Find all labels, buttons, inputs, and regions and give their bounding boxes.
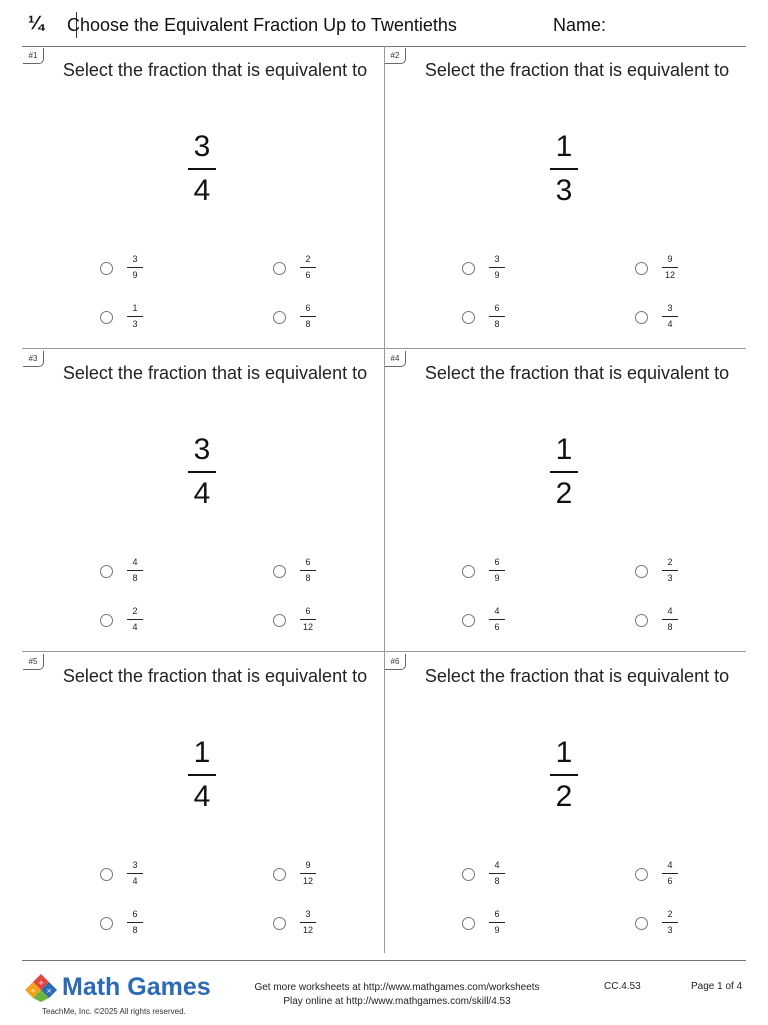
option-fraction [299,606,317,633]
fraction-denominator: 4 [193,173,211,207]
question-2 [384,46,746,348]
option-denominator: 6 [667,876,673,886]
radio-button[interactable] [635,262,648,275]
fraction-numerator: 1 [555,736,573,769]
option-fraction [126,254,144,281]
question-prompt: Select the fraction that is equivalent to [62,666,368,686]
fraction-denominator: 2 [555,476,573,510]
option-numerator: 4 [667,606,673,616]
radio-button[interactable] [100,311,113,324]
radio-button[interactable] [635,917,648,930]
option-fraction-bar [127,922,143,923]
option-denominator: 3 [667,925,673,935]
brand-wordmark [62,973,211,1002]
question-number: #4 [385,351,406,367]
option-numerator: 2 [305,254,311,264]
target-fraction [550,734,578,816]
fraction-bar [550,471,578,473]
option-numerator: 6 [494,303,500,313]
question-prompt: Select the fraction that is equivalent to [424,363,730,383]
option-fraction-bar [300,570,316,571]
question-number: #6 [385,654,406,670]
fraction-numerator: 3 [193,433,211,466]
grade-badge: ¼ [28,13,44,34]
option-fraction-bar [300,922,316,923]
option-fraction [488,606,506,633]
option-denominator: 6 [494,622,500,632]
question-6 [384,652,746,954]
option-denominator: 4 [667,319,673,329]
question-5 [22,652,384,954]
option-fraction-bar [127,267,143,268]
option-numerator: 2 [132,606,138,616]
radio-button[interactable] [273,311,286,324]
option-fraction-bar [489,922,505,923]
option-fraction [488,303,506,330]
brand-games: Games [127,973,211,1001]
option-denominator: 3 [132,319,138,329]
option-fraction-bar [489,873,505,874]
option-fraction [299,909,317,936]
fraction-bar [188,471,216,473]
radio-button[interactable] [273,868,286,881]
option-numerator: 3 [494,254,500,264]
option-denominator: 12 [664,270,675,280]
option-fraction [661,254,679,281]
page-number: Page 1 of 4 [691,981,743,992]
radio-button[interactable] [100,917,113,930]
option-fraction [126,606,144,633]
option-numerator: 6 [305,606,311,616]
fraction-bar [188,774,216,776]
name-label: Name: [553,15,607,35]
option-denominator: 8 [305,319,311,329]
fraction-denominator: 3 [555,173,573,207]
radio-button[interactable] [273,614,286,627]
fraction-denominator: 4 [193,476,211,510]
fraction-bar [188,168,216,170]
option-numerator: 3 [132,254,138,264]
option-numerator: 9 [305,860,311,870]
option-fraction [661,909,679,936]
copyright: TeachMe, Inc. ©2025 All rights reserved. [42,1007,186,1016]
option-denominator: 8 [494,319,500,329]
option-fraction [661,303,679,330]
radio-button[interactable] [635,311,648,324]
question-number: #1 [23,48,44,64]
option-fraction-bar [489,267,505,268]
option-fraction-bar [662,570,678,571]
option-fraction-bar [489,316,505,317]
option-fraction-bar [662,619,678,620]
target-fraction [188,128,216,210]
radio-button[interactable] [462,868,475,881]
target-fraction [550,431,578,513]
option-fraction-bar [300,316,316,317]
svg-text:×: × [46,987,52,995]
brand-math: Math [62,973,121,1001]
option-fraction [661,606,679,633]
option-denominator: 3 [667,573,673,583]
fraction-numerator: 1 [193,736,211,769]
target-fraction [550,128,578,210]
question-prompt: Select the fraction that is equivalent to [62,60,368,80]
fraction-denominator: 4 [193,779,211,813]
option-numerator: 4 [494,860,500,870]
radio-button[interactable] [635,565,648,578]
option-fraction-bar [127,873,143,874]
question-number: #5 [23,654,44,670]
question-number: #3 [23,351,44,367]
option-denominator: 8 [494,876,500,886]
option-numerator: 3 [132,860,138,870]
radio-button[interactable] [462,917,475,930]
option-fraction-bar [662,316,678,317]
diamond-logo-icon [24,973,58,1003]
fraction-numerator: 1 [555,433,573,466]
option-numerator: 4 [667,860,673,870]
option-numerator: 1 [132,303,138,313]
option-fraction-bar [127,619,143,620]
option-denominator: 9 [494,925,500,935]
option-numerator: 6 [305,557,311,567]
option-fraction [488,909,506,936]
question-prompt: Select the fraction that is equivalent to [62,363,368,383]
footer-links [222,981,572,1009]
option-numerator: 4 [132,557,138,567]
fraction-bar [550,168,578,170]
radio-button[interactable] [462,311,475,324]
question-prompt: Select the fraction that is equivalent to [424,666,730,686]
radio-button[interactable] [100,614,113,627]
option-fraction [126,909,144,936]
option-fraction [299,860,317,887]
option-denominator: 8 [305,573,311,583]
option-fraction [299,557,317,584]
fraction-bar [550,774,578,776]
question-prompt: Select the fraction that is equivalent to [424,60,730,80]
fraction-denominator: 2 [555,779,573,813]
radio-button[interactable] [462,565,475,578]
option-denominator: 9 [132,270,138,280]
option-fraction [488,254,506,281]
target-fraction [188,431,216,513]
worksheet-header [22,0,746,47]
option-denominator: 4 [132,876,138,886]
option-fraction [299,303,317,330]
option-fraction-bar [300,267,316,268]
radio-button[interactable] [635,868,648,881]
radio-button[interactable] [462,262,475,275]
option-fraction-bar [662,922,678,923]
radio-button[interactable] [635,614,648,627]
worksheet-footer [22,960,746,1025]
option-numerator: 3 [667,303,673,313]
option-fraction [661,860,679,887]
radio-button[interactable] [100,868,113,881]
radio-button[interactable] [100,262,113,275]
option-numerator: 4 [494,606,500,616]
mathgames-logo [24,971,224,1003]
option-fraction [126,557,144,584]
svg-text:÷: ÷ [30,987,36,995]
option-fraction [126,303,144,330]
question-grid [22,46,746,953]
option-fraction-bar [127,316,143,317]
fraction-numerator: 3 [193,130,211,163]
radio-button[interactable] [462,614,475,627]
svg-text:+: + [38,979,44,987]
option-denominator: 4 [132,622,138,632]
option-fraction [299,254,317,281]
option-fraction [488,860,506,887]
radio-button[interactable] [273,917,286,930]
radio-button[interactable] [273,565,286,578]
option-fraction-bar [662,267,678,268]
option-numerator: 9 [667,254,673,264]
option-fraction-bar [489,619,505,620]
worksheets-link[interactable]: Get more worksheets at http://www.mathgames.com/worksheets [254,982,540,993]
option-numerator: 6 [305,303,311,313]
question-4 [384,349,746,651]
option-numerator: 3 [305,909,311,919]
online-link[interactable]: Play online at http://www.mathgames.com/skill/4.53 [283,996,511,1007]
question-3 [22,349,384,651]
option-fraction [126,860,144,887]
worksheet-title: Choose the Equivalent Fraction Up to Twentieths [67,15,457,35]
option-denominator: 12 [302,925,313,935]
option-denominator: 9 [494,270,500,280]
option-fraction-bar [127,570,143,571]
question-number: #2 [385,48,406,64]
option-fraction-bar [662,873,678,874]
option-fraction-bar [489,570,505,571]
target-fraction [188,734,216,816]
option-numerator: 6 [494,909,500,919]
option-numerator: 2 [667,557,673,567]
standard-code: CC.4.53 [604,981,641,992]
option-fraction [488,557,506,584]
option-denominator: 8 [667,622,673,632]
radio-button[interactable] [273,262,286,275]
option-numerator: 6 [494,557,500,567]
option-fraction-bar [300,619,316,620]
radio-button[interactable] [100,565,113,578]
option-numerator: 6 [132,909,138,919]
option-denominator: 12 [302,876,313,886]
question-1 [22,46,384,348]
option-denominator: 9 [494,573,500,583]
fraction-numerator: 1 [555,130,573,163]
option-fraction [661,557,679,584]
option-denominator: 8 [132,573,138,583]
option-denominator: 12 [302,622,313,632]
option-denominator: 8 [132,925,138,935]
option-fraction-bar [300,873,316,874]
option-numerator: 2 [667,909,673,919]
option-denominator: 6 [305,270,311,280]
